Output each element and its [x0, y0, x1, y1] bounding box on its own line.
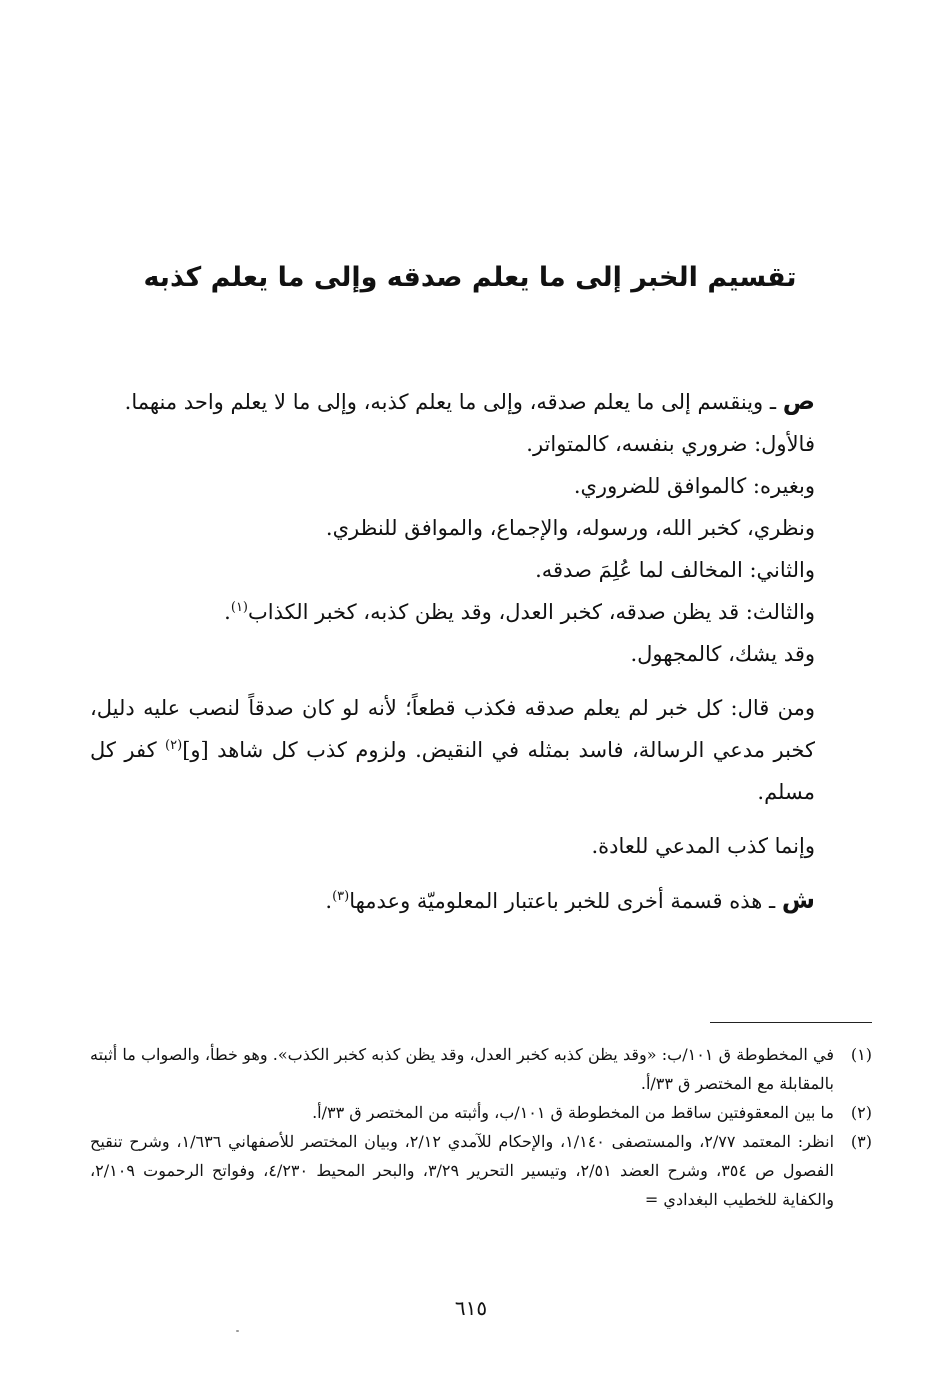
paragraph-qala: [90, 687, 815, 813]
scan-speck: [236, 1330, 239, 1332]
main-text: [90, 380, 815, 922]
footnote-number: (٣): [850, 1132, 872, 1151]
footnote-ref-1[interactable]: (١): [230, 600, 248, 615]
line-doubt: وقد يشك، كالمجهول.: [630, 642, 815, 666]
page-number: ٦١٥: [454, 1296, 488, 1320]
footnote-text: ما بين المعقوفتين ساقط من المخطوطة ق ١٠١/ب، وأثبته من المختصر ق ٣٣/أ.: [312, 1103, 834, 1122]
line-innama: وإنما كذب المدعي للعادة.: [591, 834, 815, 858]
footnotes: [90, 1040, 872, 1214]
footnote-text: في المخطوطة ق ١٠١/ب: «وقد يظن كذبه كخبر العدل، وقد يظن كذبه كخبر الكذب». وهو خطأ، والصواب ما أثبته بالمقابلة مع المختصر ق ٣٣/أ.: [90, 1045, 834, 1093]
matn-marker: ص: [782, 387, 815, 415]
sharh-dash: ـ: [762, 889, 782, 913]
matn-dash: ـ: [763, 390, 783, 414]
matn-text: وينقسم إلى ما يعلم صدقه، وإلى ما يعلم كذبه، وإلى ما لا يعلم واحد منهما.: [124, 390, 764, 414]
section-title: تقسيم الخبر إلى ما يعلم صدقه وإلى ما يعلم كذبه: [143, 262, 797, 293]
footnote-ref-3[interactable]: (٣): [332, 889, 350, 904]
line-other: وبغيره: كالموافق للضروري.: [573, 474, 815, 498]
footnote-separator: [710, 1022, 872, 1023]
paragraph-matn: [90, 380, 815, 423]
footnote-number: (٢): [850, 1103, 872, 1122]
footnote-3: [90, 1127, 872, 1214]
line-third: [90, 591, 815, 633]
paragraph-sharh: [90, 879, 815, 922]
sharh-marker: ش: [781, 886, 815, 914]
line-nazari: ونظري، كخبر الله، ورسوله، والإجماع، والموافق للنظري.: [325, 516, 815, 540]
footnote-text: انظر: المعتمد ٢/٧٧، والمستصفى ١/١٤٠، والإحكام للآمدي ٢/١٢، وبيان المختصر للأصفهاني ١/٦٣٦، وشرح تنقيح الفصول ص ٣٥٤، وشرح العضد ٢/٥١، وتيسير التحرير ٣/٢٩، والبحر المحيط ٤/٢٣٠، وفواتح الرحموت ٢/١٠٩، والكفاية للخطيب البغدادي =: [90, 1132, 835, 1209]
sharh-text: هذه قسمة أخرى للخبر باعتبار المعلوميّة وعدمها: [349, 889, 763, 913]
qala-end: كفر كل مسلم.: [90, 738, 815, 804]
footnote-ref-2[interactable]: (٢): [165, 738, 183, 753]
line-third-text: والثالث: قد يظن صدقه، كخبر العدل، وقد يظن كذبه، كخبر الكذاب: [248, 600, 815, 624]
qala-text: ومن قال: كل خبر لم يعلم صدقه فكذب قطعاً؛ لأنه لو كان صدقاً لنصب عليه دليل، كخبر مدعي الرسالة، فاسد بمثله في النقيض. ولزوم كذب كل شاهد [و]: [90, 696, 815, 762]
line-third-end: .: [224, 600, 231, 624]
footnote-number: (١): [850, 1045, 872, 1064]
line-second: والثاني: المخالف لما عُلِمَ صدقه.: [535, 558, 815, 582]
footnote-1: [90, 1040, 872, 1098]
footnote-2: [90, 1098, 872, 1127]
line-first: فالأول: ضروري بنفسه، كالمتواتر.: [526, 432, 815, 456]
sharh-end: .: [325, 889, 333, 913]
